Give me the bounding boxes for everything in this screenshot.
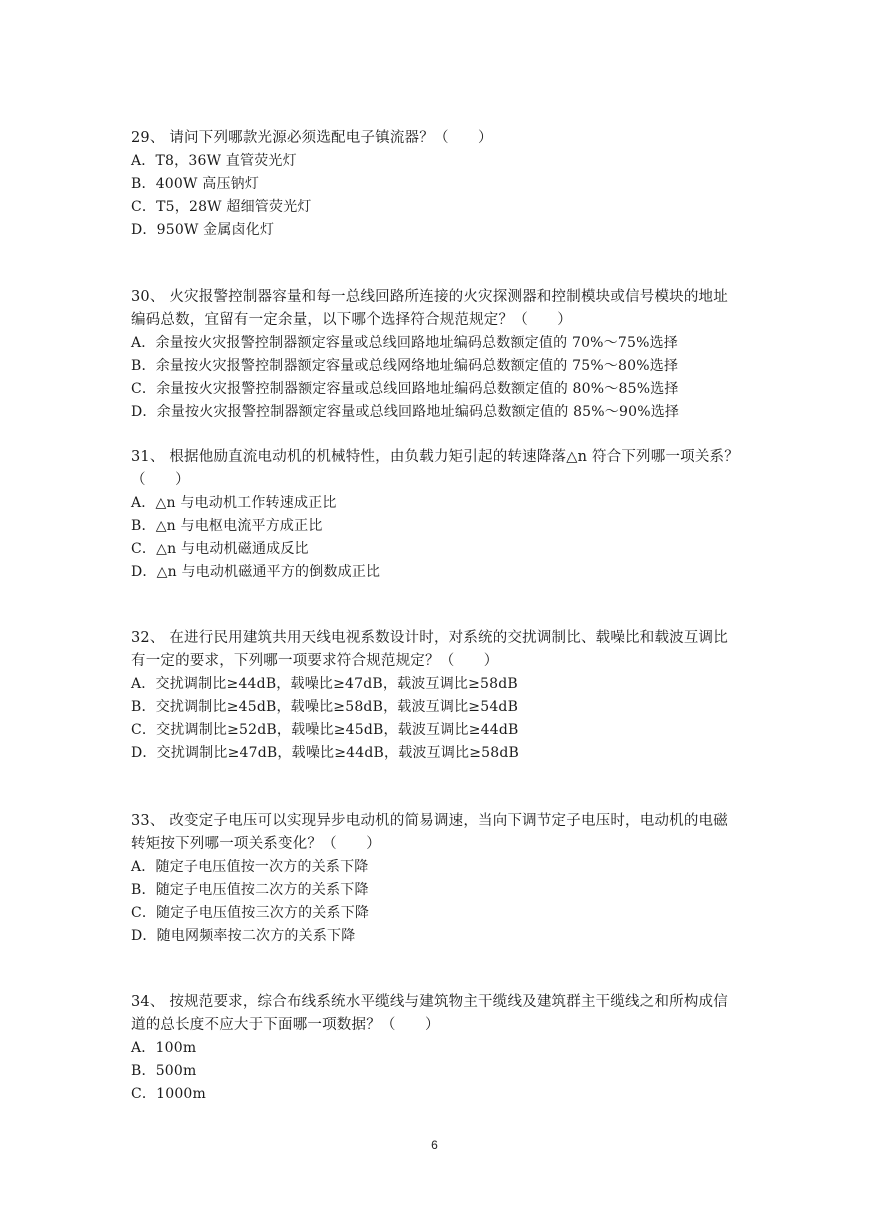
question-34 — [131, 991, 741, 1106]
option-d: D．950W 金属卤化灯 — [131, 222, 275, 238]
option-d: D．交扰调制比≥47dB，载噪比≥44dB，载波互调比≥58dB — [131, 745, 520, 761]
question-stem: 34、 按规范要求，综合布线系统水平缆线与建筑物主干缆线及建筑群主干缆线之和所构成信道的总长度不应大于下面哪一项数据？（ ） — [131, 994, 728, 1033]
question-stem: 31、 根据他励直流电动机的机械特性，由负载力矩引起的转速降落△n 符合下列哪一项关系？（ ） — [131, 449, 739, 488]
option-b: B．交扰调制比≥45dB，载噪比≥58dB，载波互调比≥54dB — [131, 699, 519, 715]
question-stem: 29、 请问下列哪款光源必须选配电子镇流器？（ ） — [131, 130, 493, 146]
option-c: C．交扰调制比≥52dB，载噪比≥45dB，载波互调比≥44dB — [131, 722, 519, 738]
question-33 — [131, 810, 741, 948]
question-stem: 33、 改变定子电压可以实现异步电动机的简易调速，当向下调节定子电压时，电动机的电磁转矩按下列哪一项关系变化？（ ） — [131, 813, 728, 852]
option-c: C．1000m — [131, 1086, 207, 1102]
option-a: A．余量按火灾报警控制器额定容量或总线回路地址编码总数额定值的 70%～75%选择 — [131, 335, 678, 351]
option-b: B．△n 与电枢电流平方成正比 — [131, 518, 323, 534]
option-b: B．余量按火灾报警控制器额定容量或总线网络地址编码总数额定值的 75%～80%选择 — [131, 358, 679, 374]
option-c: C．随定子电压值按三次方的关系下降 — [131, 905, 370, 921]
question-30 — [131, 286, 741, 424]
option-c: C．T5，28W 超细管荧光灯 — [131, 199, 312, 215]
option-a: A．随定子电压值按一次方的关系下降 — [131, 859, 369, 875]
option-b: B．随定子电压值按二次方的关系下降 — [131, 882, 369, 898]
question-29 — [131, 127, 741, 242]
option-b: B．400W 高压钠灯 — [131, 176, 260, 192]
option-a: A．T8，36W 直管荧光灯 — [131, 153, 297, 169]
option-b: B．500m — [131, 1063, 197, 1079]
option-d: D．余量按火灾报警控制器额定容量或总线回路地址编码总数额定值的 85%～90%选择 — [131, 404, 680, 420]
question-stem: 32、 在进行民用建筑共用天线电视系数设计时，对系统的交扰调制比、载噪比和载波互调比有一定的要求，下列哪一项要求符合规范规定？（ ） — [131, 630, 728, 669]
option-a: A．△n 与电动机工作转速成正比 — [131, 495, 337, 511]
option-a: A．100m — [131, 1040, 197, 1056]
page-number: 6 — [431, 1138, 438, 1152]
question-stem: 30、 火灾报警控制器容量和每一总线回路所连接的火灾探测器和控制模块或信号模块的地址编码总数，宜留有一定余量，以下哪个选择符合规范规定？（ ） — [131, 289, 728, 328]
question-32 — [131, 627, 741, 765]
option-d: D．△n 与电动机磁通平方的倒数成正比 — [131, 564, 381, 580]
option-a: A．交扰调制比≥44dB，载噪比≥47dB，载波互调比≥58dB — [131, 676, 518, 692]
option-c: C．余量按火灾报警控制器额定容量或总线回路地址编码总数额定值的 80%～85%选择 — [131, 381, 679, 397]
option-d: D．随电网频率按二次方的关系下降 — [131, 928, 356, 944]
option-c: C．△n 与电动机磁通成反比 — [131, 541, 309, 557]
question-31 — [131, 446, 741, 584]
